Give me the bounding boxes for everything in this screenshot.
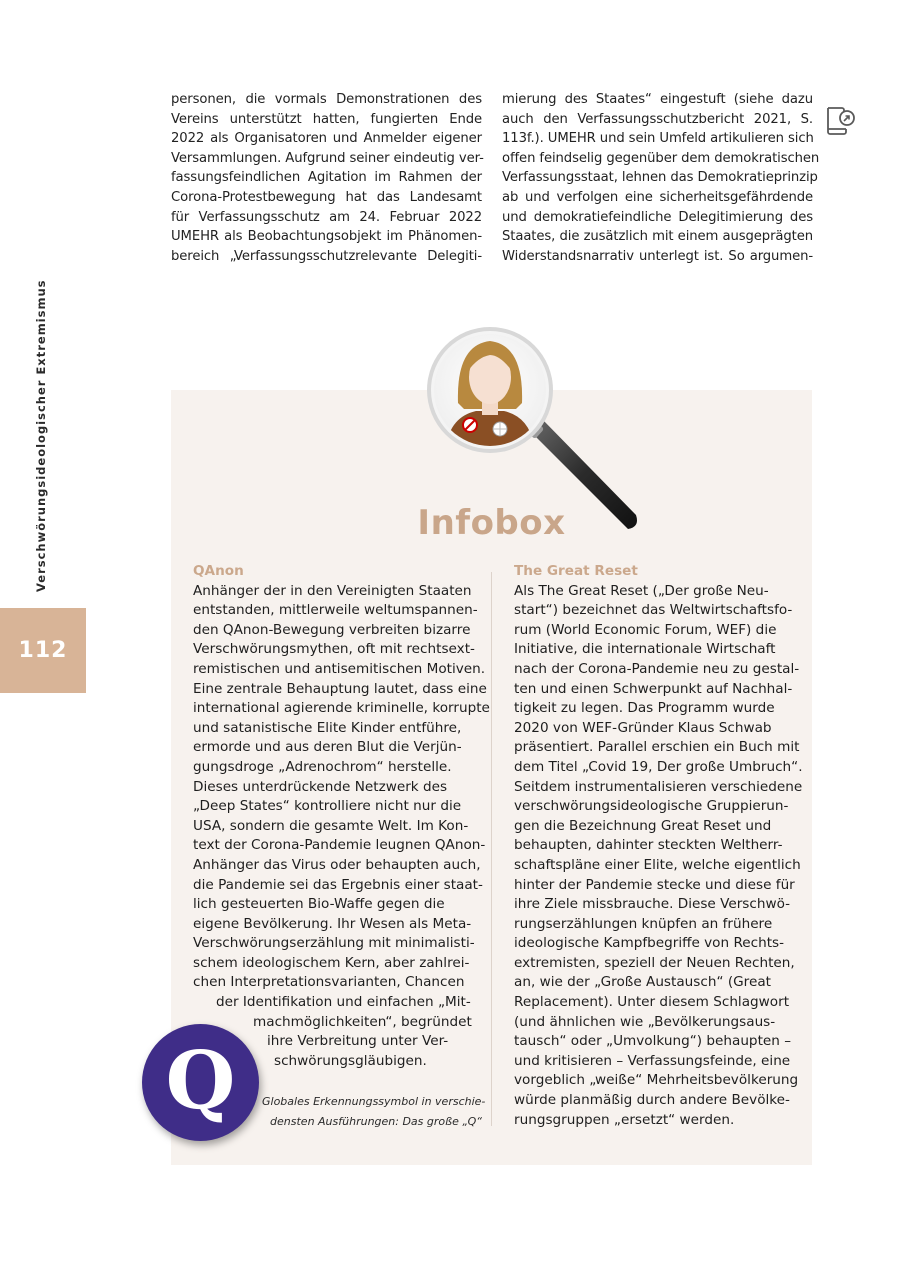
text-line: Verschwörungserzählung mit minimalisti- xyxy=(193,935,475,952)
text-line: bereich „Verfassungsschutzrelevante Delegiti- xyxy=(171,248,482,264)
text-line: text der Corona-Pandemie leugnen QAnon- xyxy=(193,837,486,854)
text-line: USA, sondern die gesamte Welt. Im Kon- xyxy=(193,817,469,834)
text-line: Eine zentrale Behauptung lautet, dass eine xyxy=(193,680,487,697)
text-line: Initiative, die internationale Wirtschaft xyxy=(514,641,776,658)
text-line: schem ideologischem Kern, aber zahlrei- xyxy=(193,954,470,971)
text-line: den QAnon-Bewegung verbreiten bizarre xyxy=(193,621,471,638)
text-line: 113f.). UMEHR und sein Umfeld artikulieren sich xyxy=(502,131,814,147)
text-line: Seitdem instrumentalisieren verschiedene xyxy=(514,778,803,795)
text-line: ermorde und aus deren Blut die Verjün- xyxy=(193,739,462,756)
text-line: schaftspläne einer Elite, welche eigentlich xyxy=(514,856,801,873)
text-line: extremisten, speziell der Neuen Rechten, xyxy=(514,954,795,971)
infobox-qanon xyxy=(193,562,490,1071)
text-line: entstanden, mittlerweile weltumspannen- xyxy=(193,602,478,619)
text-line: behaupten, dahinter steckten Weltherr- xyxy=(514,837,783,854)
text-line: tausch“ oder „Umvolkung“) behaupten – xyxy=(514,1033,791,1050)
text-line: 2020 von WEF-Gründer Klaus Schwab xyxy=(514,719,772,736)
text-line: vorgeblich „weiße“ Mehrheitsbevölkerung xyxy=(514,1072,799,1089)
text-line: Staates, die zusätzlich mit einem ausgeprägten xyxy=(502,229,813,245)
text-line: ideologische Kampfbegriffe von Rechts- xyxy=(514,935,785,952)
text-line: ihre Verbreitung unter Ver- xyxy=(267,1033,449,1050)
text-line: start“) bezeichnet das Weltwirtschaftsfo- xyxy=(514,602,793,619)
text-line: personen, die vormals Demonstrationen des xyxy=(171,92,482,107)
text-line: „Deep States“ kontrolliere nicht nur die xyxy=(193,798,462,815)
text-line: fassungsfeindlichen Agitation im Rahmen der xyxy=(171,170,482,186)
text-line: Verschwörungsmythen, oft mit rechtsext- xyxy=(193,641,475,658)
text-line: international agierende kriminelle, korrupte xyxy=(193,700,490,717)
text-line: der Identifikation und einfachen „Mit- xyxy=(216,994,471,1011)
running-title: Verschwörungsideologischer Extremismus xyxy=(34,279,48,592)
text-line: rungsgruppen „ersetzt“ werden. xyxy=(514,1111,735,1128)
text-line: Corona-Protestbewegung hat das Landesamt xyxy=(171,189,482,205)
text-line: Widerstandsnarrativ unterlegt ist. So argumen- xyxy=(502,248,813,264)
text-line: Verfassungsstaat, lehnen das Demokratieprinzip xyxy=(502,170,818,186)
text-line: gen die Bezeichnung Great Reset und xyxy=(514,817,772,834)
text-line: Versammlungen. Aufgrund seiner eindeutig ver- xyxy=(171,150,484,166)
page-number-text: 112 xyxy=(18,638,68,663)
text-line: machmöglichkeiten“, begründet xyxy=(253,1013,472,1030)
text-line: (und ähnlichen wie „Bevölkerungsaus- xyxy=(514,1013,776,1030)
text-line: und demokratiefeindliche Delegitimierung des xyxy=(502,209,813,225)
text-line: an, wie der „Große Austausch“ (Great xyxy=(514,974,771,991)
infobox-great-reset xyxy=(514,562,803,1130)
body-column-left xyxy=(171,90,482,266)
text-line: UMEHR als Beobachtungsobjekt im Phänomen- xyxy=(171,229,482,245)
text-line: und satanistische Elite Kinder entführe, xyxy=(193,719,462,736)
section-heading-qanon: QAnon xyxy=(193,563,244,579)
text-line: rungserzählungen knüpfen an frühere xyxy=(514,915,773,932)
text-line: Anhänger das Virus oder behaupten auch, xyxy=(193,856,481,873)
image-caption xyxy=(262,1092,486,1132)
text-line: schwörungsgläubigen. xyxy=(274,1052,427,1069)
caption-line: Globales Erkennungssymbol in verschie- xyxy=(262,1095,486,1108)
text-line: Vereins unterstützt hatten, fungierten Ende xyxy=(171,111,482,127)
text-line: mierung des Staates“ eingestuft (siehe dazu xyxy=(502,92,813,107)
text-line: tigkeit zu legen. Das Programm wurde xyxy=(514,700,775,717)
infobox-title: Infobox xyxy=(417,503,566,543)
text-line: die Pandemie sei das Ergebnis einer staat- xyxy=(193,876,483,893)
body-column-right xyxy=(502,90,820,266)
text-line: rum (World Economic Forum, WEF) die xyxy=(514,621,777,638)
text-line: verschwörungsideologische Gruppierun- xyxy=(514,798,789,815)
page-number xyxy=(0,608,86,693)
column-divider xyxy=(491,572,492,1126)
text-line: Anhänger der in den Vereinigten Staaten xyxy=(193,582,472,599)
text-line: Als The Great Reset („Der große Neu- xyxy=(514,582,769,599)
section-heading-great-reset: The Great Reset xyxy=(514,563,638,579)
text-line: für Verfassungsschutz am 24. Februar 2022 xyxy=(171,209,482,225)
text-line: dem Titel „Covid 19, Der große Umbruch“. xyxy=(514,758,803,775)
text-line: hinter der Pandemie stecke und diese für xyxy=(514,876,795,893)
text-line: präsentiert. Parallel erschien ein Buch mit xyxy=(514,739,800,756)
text-line: und kritisieren – Verfassungsfeinde, eine xyxy=(514,1052,791,1069)
text-line: lich gesteuerten Bio-Waffe gegen die xyxy=(193,896,445,913)
text-line: würde planmäßig durch andere Bevölke- xyxy=(514,1092,790,1109)
text-line: Dieses unterdrückende Netzwerk des xyxy=(193,778,448,795)
text-line: offen feindselig gegenüber dem demokratischen xyxy=(502,150,820,166)
text-line: remistischen und antisemitischen Motiven. xyxy=(193,660,486,677)
text-line: auch den Verfassungsschutzbericht 2021, S. xyxy=(502,111,813,127)
text-line: ab und verfolgen eine sicherheitsgefährdende xyxy=(502,189,813,205)
text-line: 2022 als Organisatoren und Anmelder eigener xyxy=(171,131,482,147)
book-external-link-icon[interactable] xyxy=(823,104,857,138)
text-line: gungsdroge „Adrenochrom“ herstelle. xyxy=(193,758,452,775)
q-symbol-icon: Q xyxy=(142,1024,259,1141)
text-line: eigene Bevölkerung. Ihr Wesen als Meta- xyxy=(193,915,472,932)
text-line: ihre Ziele missbrauche. Diese Verschwö- xyxy=(514,896,791,913)
text-line: ten und einen Schwerpunkt auf Nachhal- xyxy=(514,680,793,697)
text-line: chen Interpretationsvarianten, Chancen xyxy=(193,974,465,991)
caption-line: densten Ausführungen: Das große „Q“ xyxy=(270,1115,482,1128)
text-line: Replacement). Unter diesem Schlagwort xyxy=(514,994,790,1011)
text-line: nach der Corona-Pandemie neu zu gestal- xyxy=(514,660,800,677)
